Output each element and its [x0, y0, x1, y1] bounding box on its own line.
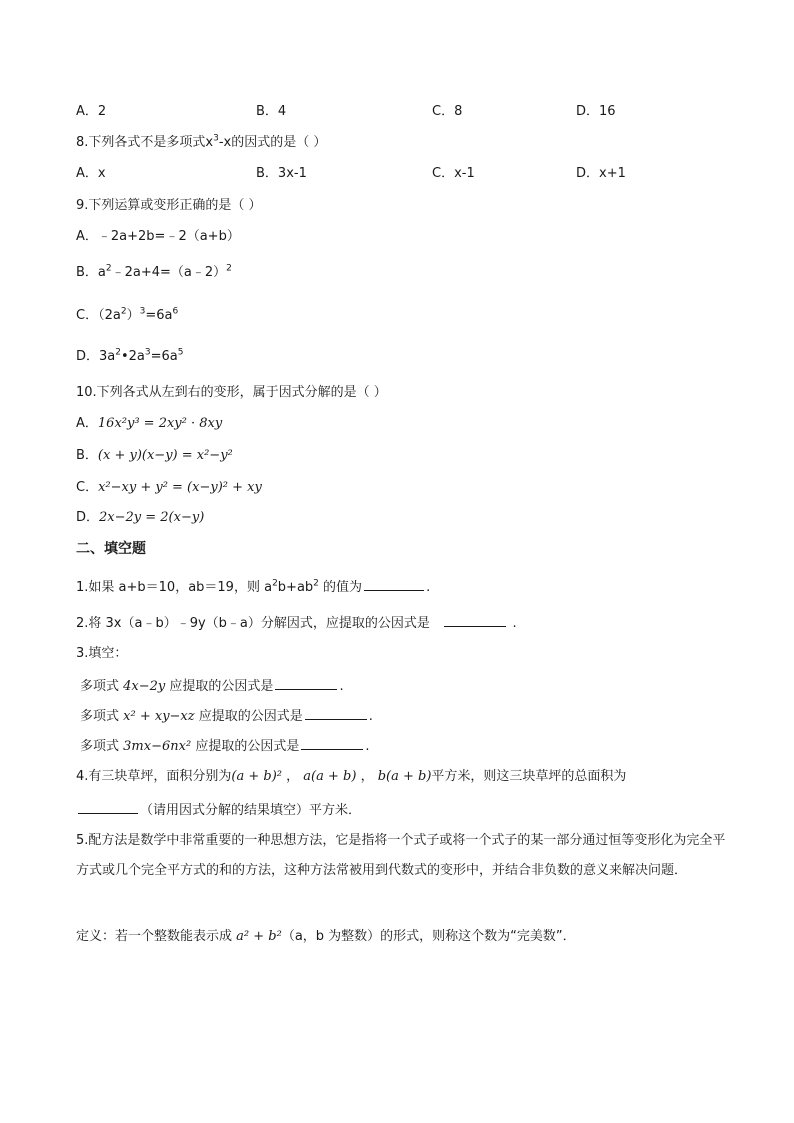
- f2-end: .: [512, 616, 517, 631]
- q9-d-sup1: 2: [115, 347, 121, 358]
- f4-line2: （请用因式分解的结果填空）平方米．: [140, 803, 362, 818]
- q9-c-sup2: 3: [139, 306, 146, 317]
- q9-option-b: [76, 264, 232, 282]
- q7-option-d: D．16: [576, 104, 616, 119]
- f4-sep2: ，: [360, 769, 374, 784]
- f5-def-math: a² + b²: [236, 929, 282, 944]
- f2-text: 2.将 3x（a﹣b）﹣9y（b﹣a）分解因式，应提取的公因式是: [76, 616, 430, 631]
- f1-end: .: [426, 580, 431, 595]
- f3-l3-answer-blank[interactable]: [301, 736, 363, 750]
- f3-l2-end: .: [368, 709, 373, 724]
- q10-option-a: [76, 415, 222, 433]
- q10-b-math: (x + y)(x−y) = x²−y²: [97, 448, 233, 463]
- q7-option-c: C．8: [432, 104, 463, 119]
- q9-c-sup1: 2: [120, 306, 127, 317]
- q9-c-post: =6a: [145, 308, 173, 323]
- q10-option-b: [76, 447, 233, 465]
- q9-option-a: A．﹣2a+2b=﹣2（a+b）: [76, 229, 240, 244]
- f4-m3: b(a + b): [377, 769, 432, 784]
- q10-d-label: D．: [76, 510, 100, 525]
- q9-option-c: [76, 307, 178, 325]
- f3-l3-pre: 多项式: [80, 739, 120, 754]
- fill-3-line-1: [80, 676, 344, 696]
- q9-b-sup2: 2: [226, 263, 232, 274]
- q9-d-mid: •2a: [120, 349, 145, 364]
- q9-option-d: [76, 348, 184, 366]
- f1-answer-blank[interactable]: [364, 577, 424, 591]
- q8-stem-pre: 8.下列各式不是多项式x: [76, 135, 214, 150]
- fill-5-definition: [76, 928, 576, 946]
- q10-d-math: 2x−2y = 2(x−y): [99, 510, 205, 525]
- f1-mid: b+ab: [277, 580, 314, 595]
- f1-sup2: 2: [313, 578, 319, 589]
- q8-option-a: A．x: [76, 166, 106, 181]
- fill-5-paragraph: 5.配方法是数学中非常重要的一种思想方法，它是指将一个式子或将一个式子的某一部分通过恒等变形化为完全平方式或几个完全平方式的和的方法，这种方法常被用到代数式的变形中，并结合非负数的意义来解决问题．: [76, 833, 726, 878]
- f1-pre: 1.如果 a+b＝10，ab＝19，则 a: [76, 580, 273, 595]
- q8-stem: [76, 134, 326, 152]
- q9-d-sup3: 5: [177, 347, 184, 358]
- fill-3-line-3: [80, 736, 369, 756]
- fill-3-stem: 3.填空：: [76, 646, 128, 661]
- fill-2: [76, 613, 517, 633]
- fill-1: [76, 577, 430, 597]
- q9-d-sup2: 3: [144, 347, 151, 358]
- q9-b-mid: ﹣2a+4=（a﹣2）: [111, 265, 227, 280]
- q8-stem-sup: 3: [213, 133, 219, 144]
- q10-a-label: A．: [76, 416, 98, 431]
- q8-stem-post: -x的因式的是（ ）: [218, 135, 327, 150]
- f3-l1-pre: 多项式: [80, 679, 120, 694]
- q10-option-c: [76, 479, 262, 497]
- q9-d-pre: D．3a: [76, 349, 116, 364]
- fill-4-line-2: [76, 800, 361, 820]
- q7-option-b: B．4: [256, 104, 287, 119]
- q9-c-sup3: 6: [172, 306, 179, 317]
- f3-l3-post: 应提取的公因式是: [195, 739, 300, 754]
- q9-d-post: =6a: [150, 349, 178, 364]
- f4-answer-blank[interactable]: [78, 800, 138, 814]
- q10-option-d: [76, 509, 204, 527]
- fill-4-line-1: [76, 768, 626, 786]
- f5-def-pre: 定义：若一个整数能表示成: [76, 929, 233, 944]
- q10-c-label: C．: [76, 480, 99, 495]
- q7-option-a: A．2: [76, 104, 107, 119]
- f3-l2-pre: 多项式: [80, 709, 120, 724]
- q8-option-d: D．x+1: [576, 166, 626, 181]
- q9-stem: 9.下列运算或变形正确的是（ ）: [76, 198, 262, 213]
- q9-c-mid: ）: [126, 308, 140, 323]
- f3-l1-math: 4x−2y: [123, 679, 166, 694]
- f1-sup1: 2: [272, 578, 278, 589]
- f3-l1-post: 应提取的公因式是: [169, 679, 274, 694]
- q9-b-pre: B．a: [76, 265, 106, 280]
- f3-l1-end: .: [339, 679, 344, 694]
- f5-def-post: （a，b 为整数）的形式，则称这个数为“完美数”．: [281, 929, 576, 944]
- f4-m2: a(a + b): [303, 769, 357, 784]
- q9-c-pre: C．（2a: [76, 308, 121, 323]
- q8-option-c: C．x-1: [432, 166, 475, 181]
- f3-l3-end: .: [365, 739, 370, 754]
- f3-l3-math: 3mx−6nx²: [123, 739, 192, 754]
- q10-b-label: B．: [76, 448, 98, 463]
- q10-c-math: x²−xy + y² = (x−y)² + xy: [98, 480, 262, 495]
- fill-3-line-2: [80, 706, 373, 726]
- f4-sep1: ，: [286, 769, 300, 784]
- f3-l1-answer-blank[interactable]: [275, 676, 337, 690]
- q10-a-math: 16x²y³ = 2xy² · 8xy: [97, 416, 223, 431]
- section-title: 二、填空题: [76, 541, 146, 557]
- f3-l2-post: 应提取的公因式是: [198, 709, 303, 724]
- f4-m1: (a + b)²: [231, 769, 282, 784]
- f3-l2-math: x² + xy−xz: [123, 709, 195, 724]
- q8-option-b: B．3x-1: [256, 166, 307, 181]
- q9-b-sup1: 2: [105, 263, 112, 274]
- q10-stem: 10.下列各式从左到右的变形，属于因式分解的是（ ）: [76, 385, 387, 400]
- f1-post: 的值为: [323, 580, 363, 595]
- f4-pre: 4.有三块草坪，面积分别为: [76, 769, 232, 784]
- f4-post: 平方米，则这三块草坪的总面积为: [431, 769, 627, 784]
- f2-answer-blank[interactable]: [444, 613, 506, 627]
- f3-l2-answer-blank[interactable]: [305, 706, 367, 720]
